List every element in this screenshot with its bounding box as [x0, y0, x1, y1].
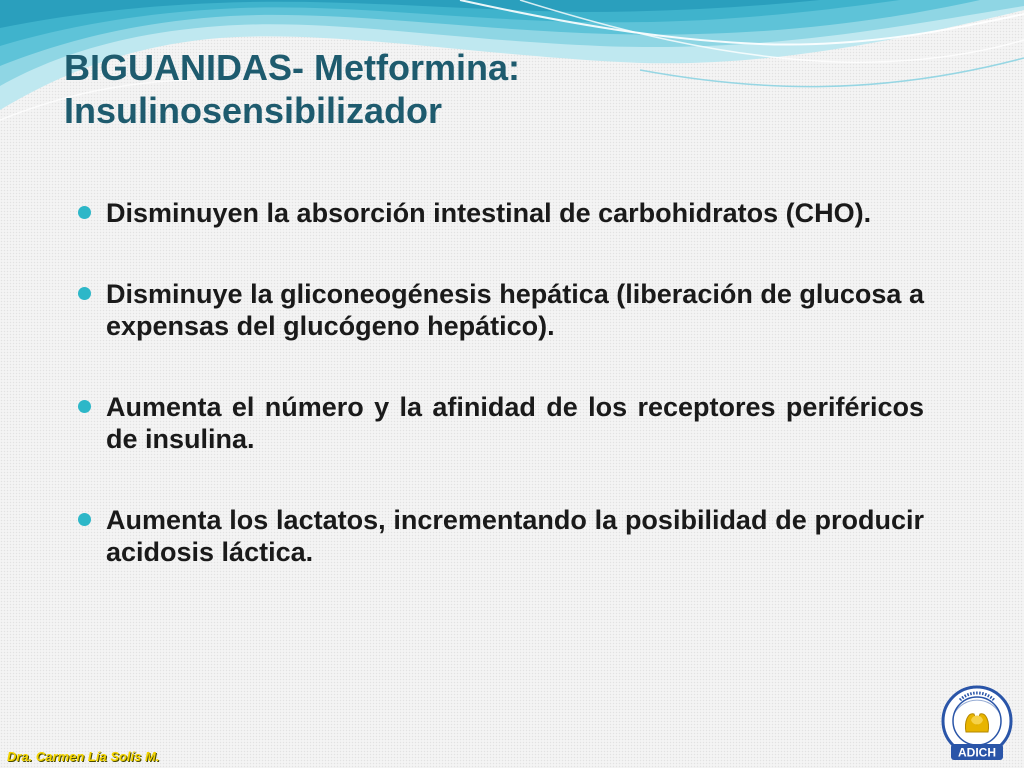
bullet-dot-icon	[78, 400, 91, 413]
bullet-list	[76, 197, 924, 617]
bullet-dot-icon	[78, 513, 91, 526]
bullet-item	[76, 391, 924, 455]
bullet-text: Aumenta el número y la afinidad de los receptores periféricos de insulina.	[106, 392, 924, 454]
bullet-text: Disminuye la gliconeogénesis hepática (liberación de glucosa a expensas del glucógeno hepático).	[106, 279, 924, 341]
title-line-1: BIGUANIDAS- Metformina:	[64, 47, 520, 88]
svg-text:ADICH: ADICH	[958, 745, 996, 760]
adich-logo	[938, 684, 1016, 764]
bullet-text: Aumenta los lactatos, incrementando la posibilidad de producir acidosis láctica.	[106, 505, 924, 567]
bullet-dot-icon	[78, 206, 91, 219]
bullet-dot-icon	[78, 287, 91, 300]
author-footer: Dra. Carmen Lía Solís M.	[7, 749, 160, 764]
slide-title	[64, 46, 824, 132]
title-line-2: Insulinosensibilizador	[64, 90, 443, 131]
bullet-item	[76, 197, 924, 229]
bullet-item	[76, 278, 924, 342]
bullet-text: Disminuyen la absorción intestinal de carbohidratos (CHO).	[106, 198, 872, 228]
bullet-item	[76, 504, 924, 568]
